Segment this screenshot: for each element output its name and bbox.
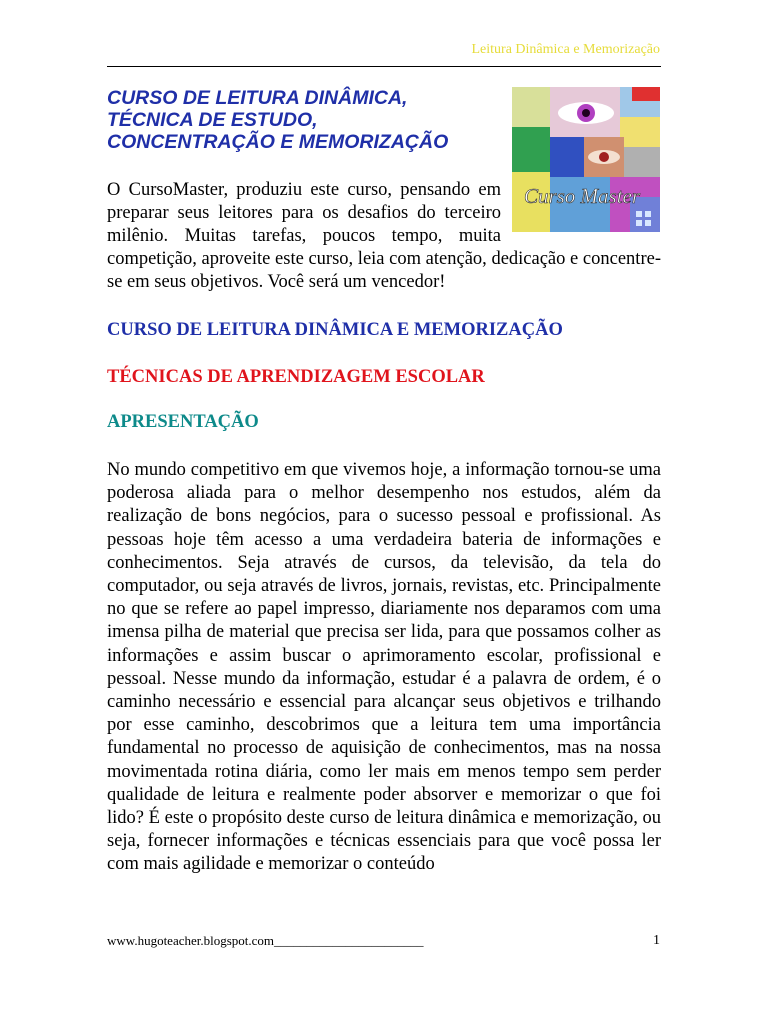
- intro-paragraph: [107, 179, 661, 294]
- footer-url: www.hugoteacher.blogspot.com_______________________: [107, 933, 424, 948]
- page-number: 1: [653, 933, 660, 948]
- title-line-1: CURSO DE LEITURA DINÂMICA,: [107, 87, 408, 109]
- intro-text: O CursoMaster, produziu este curso, pensando em preparar seus leitores para os desafios do terceiro milênio. Muitas tarefas, poucos tempo, muita competição, aproveite este curso, leia com atenção, dedicação e concentre-se em seus objetivos. Você será um vencedor!: [107, 180, 661, 292]
- logo-text: Curso Master: [523, 184, 641, 208]
- techniques-heading: TÉCNICAS DE APRENDIZAGEM ESCOLAR: [107, 367, 485, 387]
- running-header: Leitura Dinâmica e Memorização: [471, 42, 660, 57]
- presentation-heading: APRESENTAÇÃO: [107, 412, 259, 432]
- course-heading: CURSO DE LEITURA DINÂMICA E MEMORIZAÇÃO: [107, 320, 563, 340]
- title-line-3: CONCENTRAÇÃO E MEMORIZAÇÃO: [107, 131, 449, 153]
- body-paragraph: No mundo competitivo em que vivemos hoje, a informação tornou-se uma poderosa aliada para o melhor desempenho nos estudos, além da realização de bons negócios, para o sucesso pessoal e profissional. As pessoas hoje têm acesso a uma verdadeira bateria de informações e conhecimentos. Seja através de cursos, da televisão, da tela do computador, ou seja através de livros, jornais, revistas, etc. Principalmente no que se refere ao papel impresso, diariamente nos deparamos com uma imensa pilha de material que precisa ser lida, para que possamos colher as informações e assim buscar o aprimoramento escolar, profissional e pessoal. Nesse mundo da informação, estudar é a palavra de ordem, é o caminho necessário e essencial para alcançar seus objetivos e trilhando por esse caminho, descobrimos que a leitura tem uma importância fundamental no processo de aquisição de conhecimentos, mas na nossa movimentada rotina diária, como ler mais em menos tempo sem perder qualidade de leitura e realmente poder absorver e memorizar o que foi lido? É este o propósito deste curso de leitura dinâmica e memorização, ou seja, fornecer informações e técnicas essenciais para que você possa ler com mais agilidade e memorizar o conteúdo: [107, 460, 661, 875]
- title-line-2: TÉCNICA DE ESTUDO,: [107, 109, 318, 131]
- header-rule: [107, 66, 661, 67]
- document-title: [107, 87, 507, 153]
